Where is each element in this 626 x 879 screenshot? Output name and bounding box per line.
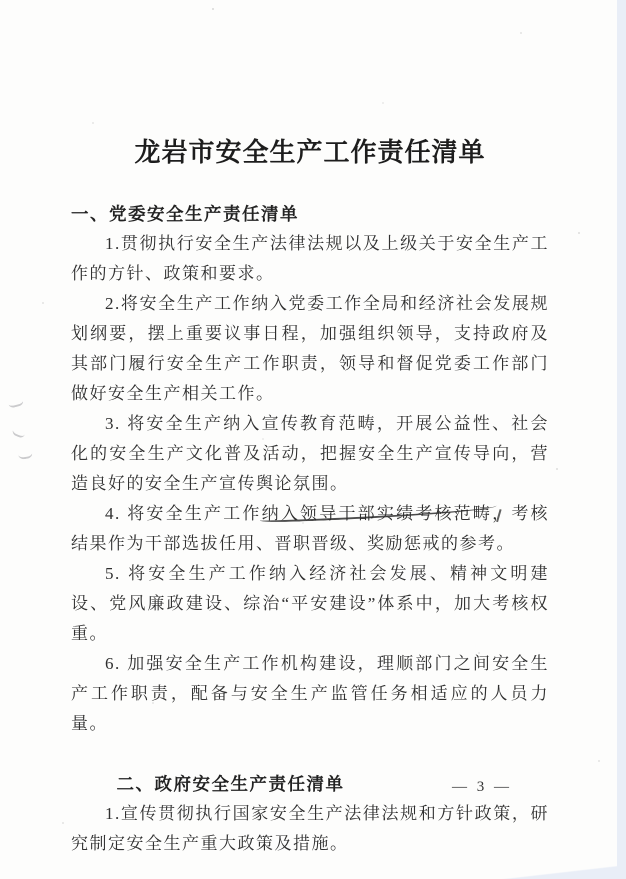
pen-underline-annotation: 纳入领导干部实绩考核范畴 [261,504,493,523]
paragraph-item-2: 2.将安全生产工作纳入党委工作全局和经济社会发展规划纲要，摆上重要议事日程，加强组织领导，支持政府及其部门履行安全生产工作职责，领导和督促党委工作部门做好安全生产相关工作。 [71,294,549,403]
section-heading-party-committee: 一、党委安全生产责任清单 [71,204,299,224]
paragraph-item-4-prefix: 4. 将安全生产工作 [105,504,262,523]
paragraph-item-4-suffix: ，考核结果作为干部选拔任用、晋职晋级、奖励惩戒的参考。 [71,504,550,553]
scan-page-right-edge [617,0,626,879]
margin-pencil-mark [17,445,33,460]
section-heading-government: 二、政府安全生产责任清单 [116,774,345,794]
margin-pencil-mark [7,394,24,408]
document-content [71,0,549,859]
margin-pencil-mark [11,423,28,439]
paragraph-item-4 [71,499,549,559]
scan-page-corner-edge [477,863,617,879]
paragraph-item-1: 1.贯彻执行安全生产法律法规以及上级关于安全生产工作的方针、政策和要求。 [71,234,549,283]
paragraph-item-5: 5. 将安全生产工作纳入经济社会发展、精神文明建设、党风廉政建设、综治“平安建设”体系中，加大考核权重。 [71,564,549,643]
document-title: 龙岩市安全生产工作责任清单 [134,138,486,167]
paragraph-gov-item-1: 1.宣传贯彻执行国家安全生产法律法规和方针政策，研究制定安全生产重大政策及措施。 [71,804,549,853]
paragraph-item-3: 3. 将安全生产纳入宣传教育范畴，开展公益性、社会化的安全生产文化普及活动，把握安全生产宣传导向，营造良好的安全生产宣传舆论氛围。 [71,414,549,493]
scan-noise-speckles [0,0,2,2]
page-number: — 3 — [452,779,512,795]
paragraph-item-6: 6. 加强安全生产工作机构建设，理顺部门之间安全生产工作职责，配备与安全生产监管任务相适应的人员力量。 [71,654,549,733]
